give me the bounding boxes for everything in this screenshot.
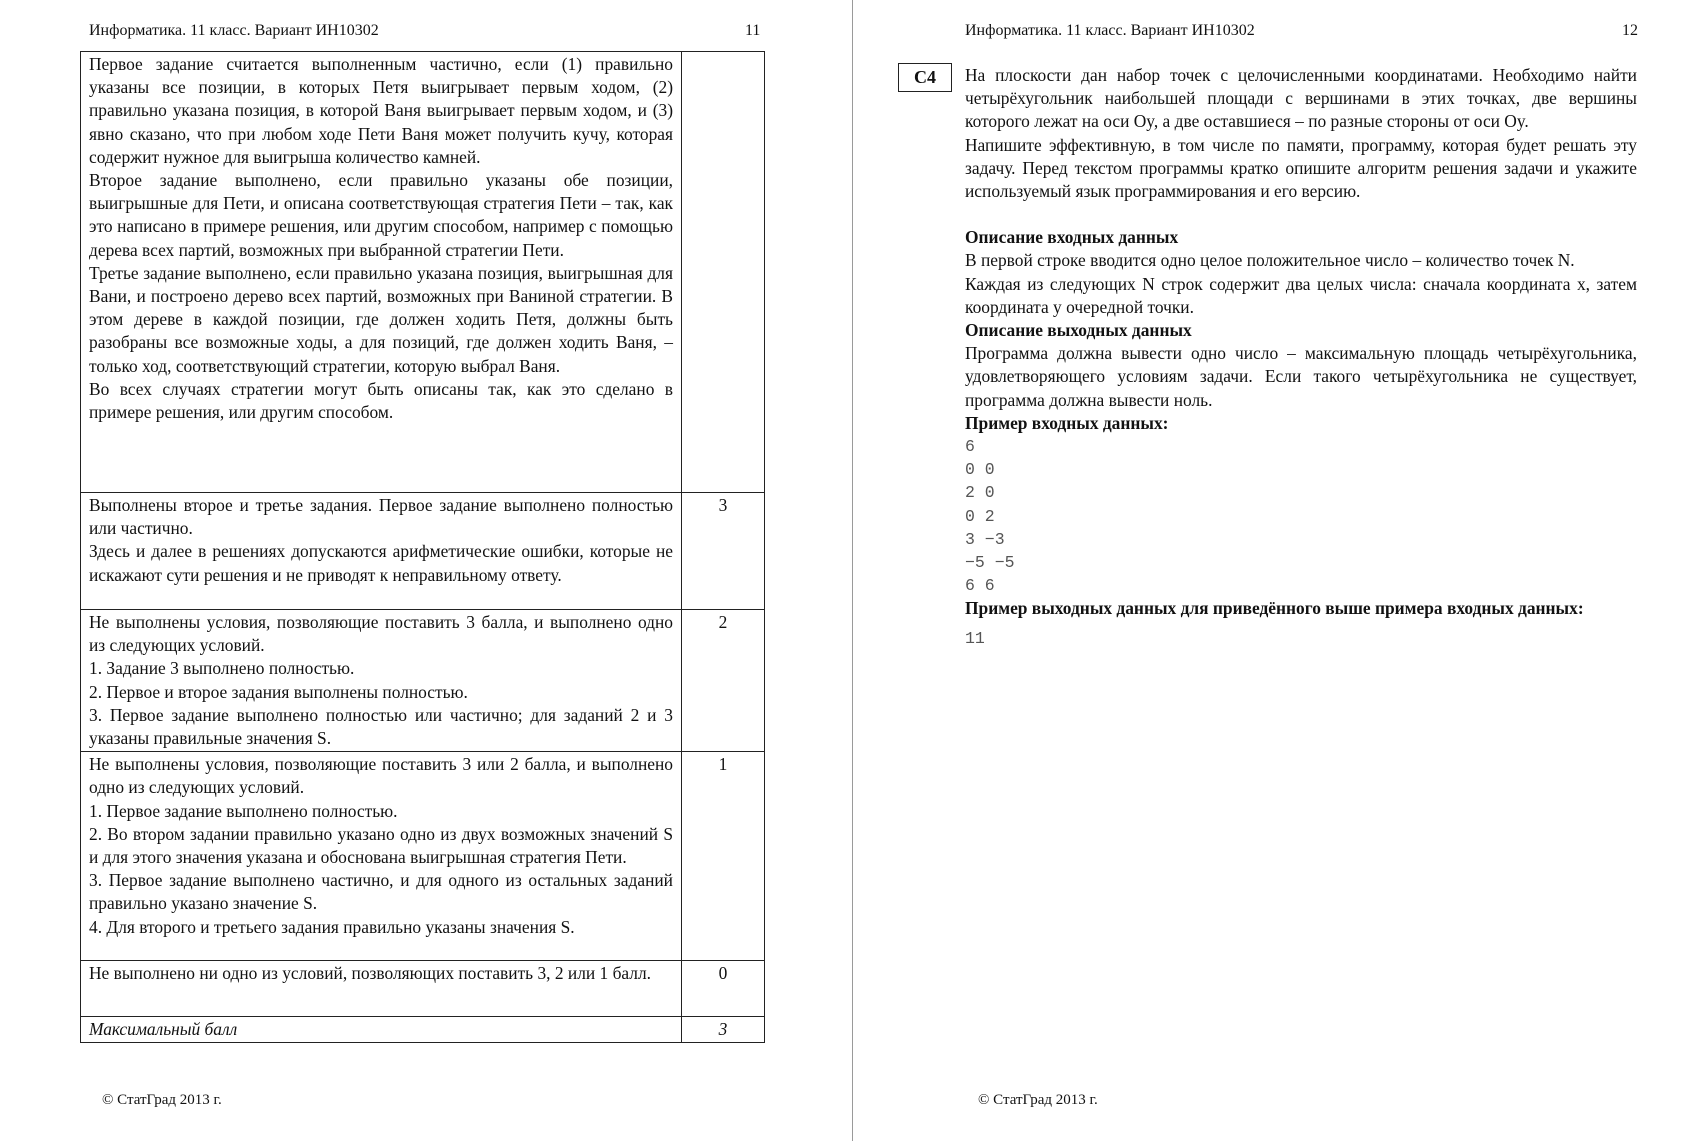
paragraph: Не выполнено ни одно из условий, позволяющих поставить 3, 2 или 1 балл. xyxy=(89,963,651,984)
paragraph: 3. Первое задание выполнено частично, и для одного из остальных заданий правильно указано значение S. xyxy=(89,870,673,914)
max-score-label: Максимальный балл xyxy=(81,1017,682,1043)
max-score-value: 3 xyxy=(682,1017,765,1043)
page-header: Информатика. 11 класс. Вариант ИН10302 xyxy=(89,22,379,39)
page-divider xyxy=(852,0,853,1141)
task-label-box: C4 xyxy=(898,63,952,92)
paragraph: Выполнены второе и третье задания. Первое задание выполнено полностью или частично. xyxy=(89,495,673,539)
score-cell: 0 xyxy=(682,961,765,1017)
paragraph: Не выполнены условия, позволяющие поставить 3 или 2 балла, и выполнено одно из следующих условий. xyxy=(89,754,673,798)
task-body xyxy=(965,64,1637,650)
page-number: 12 xyxy=(1622,22,1638,39)
task-intro: На плоскости дан набор точек с целочисленными координатами. Необходимо найти четырёхугольник наибольшей площади с вершинами в этих точках, две вершины которого лежат на оси Oy, а две оставшиеся – по разные стороны от оси Oy. xyxy=(965,65,1637,132)
example-input-line: 3 −3 xyxy=(965,529,1005,549)
criteria-text xyxy=(81,493,682,610)
paragraph: Здесь и далее в решениях допускаются арифметические ошибки, которые не искажают сути решения и не приводят к неправильному ответу. xyxy=(89,541,673,585)
score-cell: 2 xyxy=(682,610,765,752)
table-row xyxy=(81,493,765,610)
paragraph: 3. Первое задание выполнено полностью или частично; для заданий 2 и 3 указаны правильные значения S. xyxy=(89,704,673,749)
criteria-text xyxy=(81,961,682,1017)
criteria-text xyxy=(81,610,682,752)
example-input-line: 0 2 xyxy=(965,506,995,526)
example-input-line: 6 6 xyxy=(965,576,995,596)
criteria-text xyxy=(81,52,682,493)
page-header: Информатика. 11 класс. Вариант ИН10302 xyxy=(965,22,1255,39)
example-output-heading: Пример выходных данных для приведённого выше примера входных данных: xyxy=(965,598,1584,619)
input-heading: Описание входных данных xyxy=(965,227,1179,248)
criteria-text xyxy=(81,752,682,961)
criteria-table xyxy=(80,51,765,1043)
paragraph: Третье задание выполнено, если правильно указана позиция, выигрышная для Вани, и построено дерево всех партий, возможных при Ваниной стратегии. В этом дереве в каждой позиции, где должен ходить Петя, должны быть разобраны все возможные ходы, а для позиций, где должен ходить Ваня, – только ход, соответствующий стратегии, которую выбрал Ваня. xyxy=(89,262,673,376)
paragraph: 1. Задание 3 выполнено полностью. xyxy=(89,658,355,679)
output-heading: Описание выходных данных xyxy=(965,320,1192,341)
paragraph: Во всех случаях стратегии могут быть описаны так, как это сделано в примере решения, или другим способом. xyxy=(89,378,673,423)
output-description: Программа должна вывести одно число – максимальную площадь четырёхугольника, удовлетворяющего условиям задачи. Если такого четырёхугольника не существует, программа должна вывести ноль. xyxy=(965,343,1637,410)
score-cell: 3 xyxy=(682,493,765,610)
example-input-heading: Пример входных данных: xyxy=(965,412,1169,433)
max-score-row xyxy=(81,1017,765,1043)
table-row xyxy=(81,752,765,961)
input-description: Каждая из следующих N строк содержит два целых числа: сначала координата x, затем координата y очередной точки. xyxy=(965,273,1637,317)
task-intro: Напишите эффективную, в том числе по памяти, программу, которая будет решать эту задачу. Перед текстом программы кратко опишите алгоритм решения задачи и укажите используемый язык программирования и его версию. xyxy=(965,134,1637,202)
paragraph: Первое задание считается выполненным частично, если (1) правильно указаны все позиции, в которых Петя выигрывает первым ходом, (2) правильно указана позиция, в которой Ваня выигрывает первым ходом, и (3) явно сказано, что при любом ходе Пети Ваня может получить кучу, которая содержит нужное для выигрыша количество камней. xyxy=(89,54,673,167)
table-row xyxy=(81,610,765,752)
page-footer: © СтатГрад 2013 г. xyxy=(978,1092,1098,1108)
table-row xyxy=(81,52,765,493)
score-cell xyxy=(682,52,765,493)
paragraph: Не выполнены условия, позволяющие поставить 3 балла, и выполнено одно из следующих условий. xyxy=(89,612,673,656)
page-footer: © СтатГрад 2013 г. xyxy=(102,1092,222,1108)
paragraph: 1. Первое задание выполнено полностью. xyxy=(89,800,398,821)
input-description: В первой строке вводится одно целое положительное число – количество точек N. xyxy=(965,250,1575,271)
paragraph: 4. Для второго и третьего задания правильно указаны значения S. xyxy=(89,916,575,937)
paragraph: 2. Первое и второе задания выполнены полностью. xyxy=(89,681,468,702)
example-input-line: 6 xyxy=(965,437,975,457)
example-output: 11 xyxy=(965,628,985,648)
example-input-line: −5 −5 xyxy=(965,553,1015,573)
score-cell: 1 xyxy=(682,752,765,961)
paragraph: Второе задание выполнено, если правильно указаны обе позиции, выигрышные для Пети, и описана соответствующая стратегия Пети – так, как это написано в примере решения, или другим способом, например с помощью дерева всех партий, возможных при выбранной стратегии Пети. xyxy=(89,170,673,260)
example-input-line: 0 0 xyxy=(965,460,995,480)
paragraph: 2. Во втором задании правильно указано одно из двух возможных значений S и для этого значения указана и обоснована выигрышная стратегия Пети. xyxy=(89,823,673,868)
table-row xyxy=(81,961,765,1017)
page-number: 11 xyxy=(745,22,761,39)
example-input-line: 2 0 xyxy=(965,483,995,503)
